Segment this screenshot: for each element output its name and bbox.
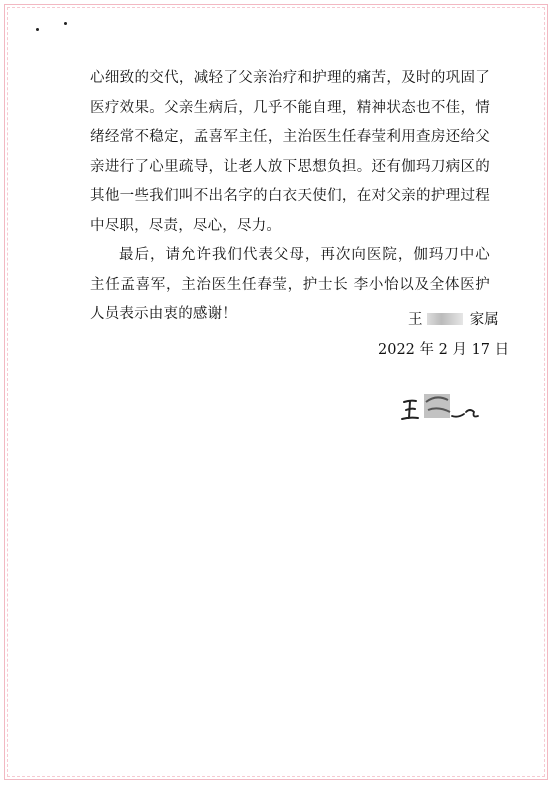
scan-speck	[36, 28, 39, 31]
family-label: 家属	[469, 312, 499, 328]
scan-speck	[64, 22, 67, 25]
letter-paragraph: 心细致的交代，减轻了父亲治疗和护理的痛苦，及时的巩固了医疗效果。父亲生病后，几乎不能自理，精神状态也不佳，情绪经常不稳定，孟喜军主任，主治医生任春莹利用查房还给父亲进行了心里疏导，让老人放下思想负担。还有伽玛刀病区的其他一些我们叫不出名字的白衣天使们，在对父亲的护理过程中尽职，尽责，尽心，尽力。	[90, 70, 490, 234]
letter-body	[90, 64, 490, 330]
signature-family-line	[408, 310, 499, 330]
redacted-name	[427, 313, 463, 325]
handwritten-signature	[400, 388, 490, 428]
signature-date: 2022 年 2 月 17 日	[378, 342, 510, 358]
letter-paragraph: 最后，请允许我们代表父母，再次向医院，伽玛刀中心 主任孟喜军，主治医生任春莹，护士长 李小怡以及全体医护人员表示由衷的感谢！	[90, 247, 490, 322]
family-name: 王	[408, 312, 423, 328]
